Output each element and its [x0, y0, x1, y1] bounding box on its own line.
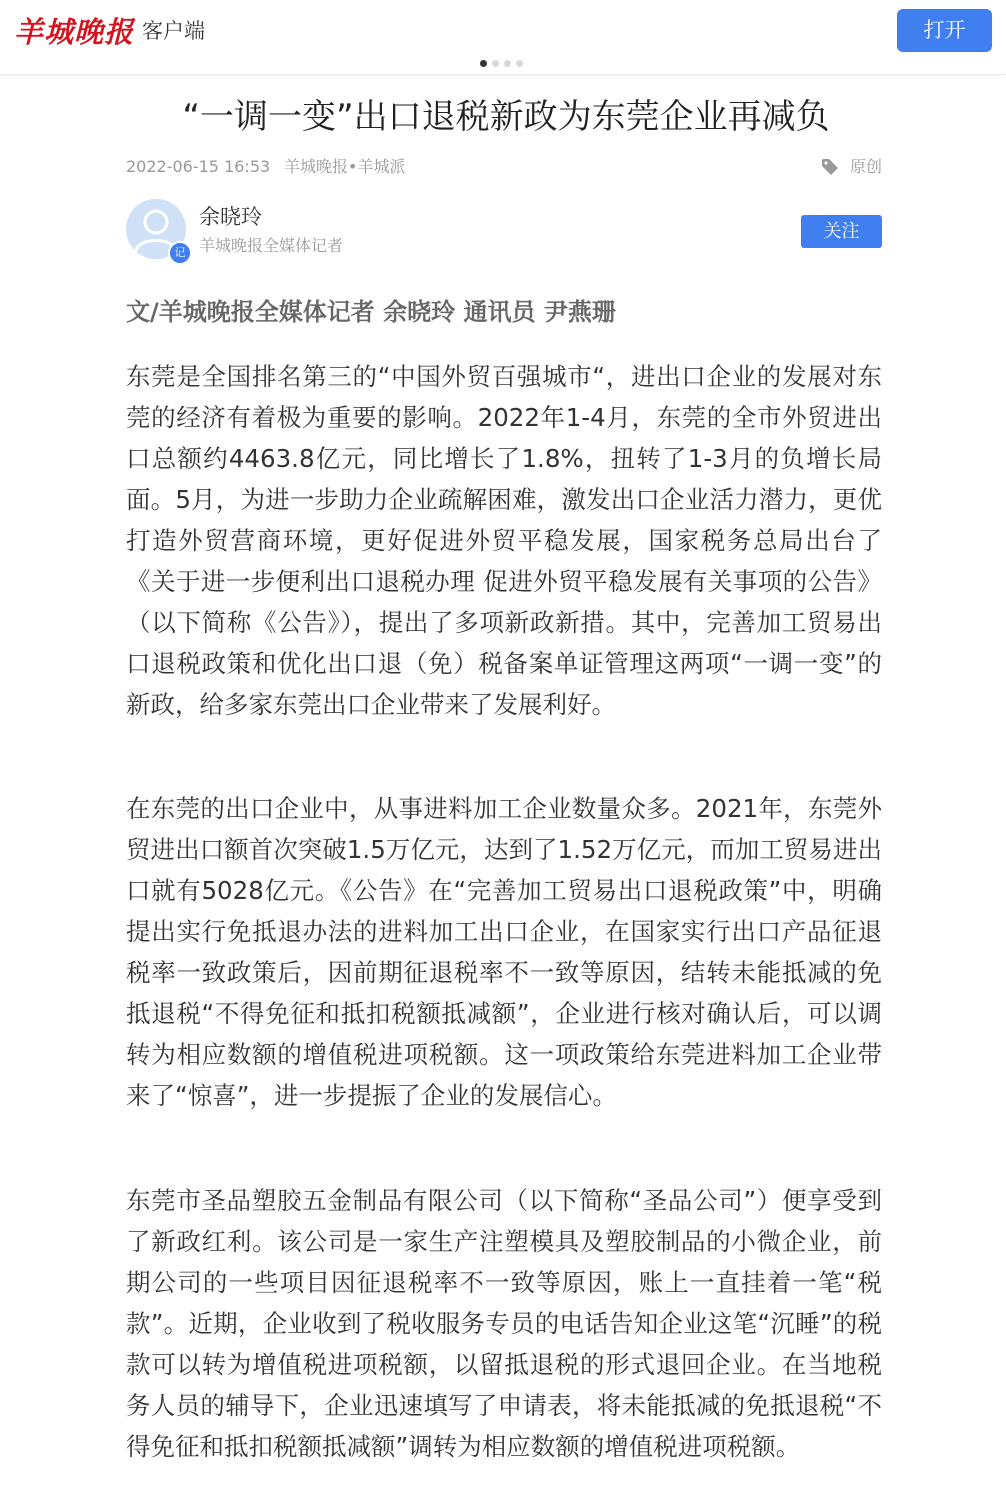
original-tag [820, 154, 882, 180]
logo[interactable]: 羊城晚报 [14, 15, 135, 49]
publish-date: 2022-06-15 16:53 [126, 157, 271, 176]
open-app-button[interactable]: 打开 [897, 9, 992, 52]
article-title: “一调一变”出口退税新政为东莞企业再减负 [182, 97, 830, 137]
tag-icon [820, 157, 840, 177]
reporter-badge: 记 [168, 241, 192, 265]
carousel-dot-4[interactable] [516, 60, 523, 67]
article-paragraph-3: 东莞市圣品塑胶五金制品有限公司（以下简称“圣品公司”）便享受到了新政红利。该公司是一家生产注塑模具及塑胶制品的小微企业，前期公司的一些项目因征退税率不一致等原因，账上一直挂着一笔“税款”。近期，企业收到了税收服务专员的电话告知企业这笔“沉睡”的税款可以转为增值税进项税额，以留抵退税的形式退回企业。在当地税务人员的辅导下，企业迅速填写了申请表，将未能抵减的免抵退税“不得免征和抵扣税额抵减额”调转为相应数额的增值税进项税额。 [126, 1186, 882, 1461]
tag-label: 原创 [849, 157, 882, 176]
carousel-dot-3[interactable] [504, 60, 511, 67]
carousel-indicator [480, 60, 523, 68]
app-header [0, 0, 1006, 75]
author-card [126, 199, 882, 261]
article-paragraph-1: 东莞是全国排名第三的“中国外贸百强城市“，进出口企业的发展对东莞的经济有着极为重要的影响。2022年1-4月，东莞的全市外贸进出口总额约4463.8亿元，同比增长了1.8%，扭转了1-3月的负增长局面。5月，为进一步助力企业疏解困难，激发出口企业活力潜力，更优打造外贸营商环境，更好促进外贸平稳发展，国家税务总局出台了《关于进一步便利出口退税办理 促进外贸平稳发展有关事项的公告》（以下简称《公告》），提出了多项新政新措。其中，完善加工贸易出口退税政策和优化出口退（免）税备案单证管理这两项“一调一变”的新政，给多家东莞出口企业带来了发展利好。 [126, 362, 882, 719]
article-meta [126, 154, 882, 180]
article-source[interactable]: 羊城晚报•羊城派 [284, 157, 406, 176]
article-byline: 文/羊城晚报全媒体记者 余晓玲 通讯员 尹燕珊 [126, 298, 616, 326]
client-label: 客户端 [142, 19, 205, 43]
author-description: 羊城晚报全媒体记者 [199, 236, 344, 255]
carousel-dot-2[interactable] [492, 60, 499, 67]
carousel-dot-1[interactable] [480, 60, 487, 67]
author-name[interactable]: 余晓玲 [199, 205, 262, 229]
follow-button[interactable]: 关注 [801, 215, 882, 248]
article-paragraph-2: 在东莞的出口企业中，从事进料加工企业数量众多。2021年，东莞外贸进出口额首次突破1.5万亿元，达到了1.52万亿元，而加工贸易进出口就有5028亿元。《公告》在“完善加工贸易出口退税政策”中，明确提出实行免抵退办法的进料加工出口企业，在国家实行出口产品征退税率一致政策后，因前期征退税率不一致等原因，结转未能抵减的免抵退税“不得免征和抵扣税额抵减额”，企业进行核对确认后，可以调转为相应数额的增值税进项税额。这一项政策给东莞进料加工企业带来了“惊喜”，进一步提振了企业的发展信心。 [126, 794, 882, 1110]
